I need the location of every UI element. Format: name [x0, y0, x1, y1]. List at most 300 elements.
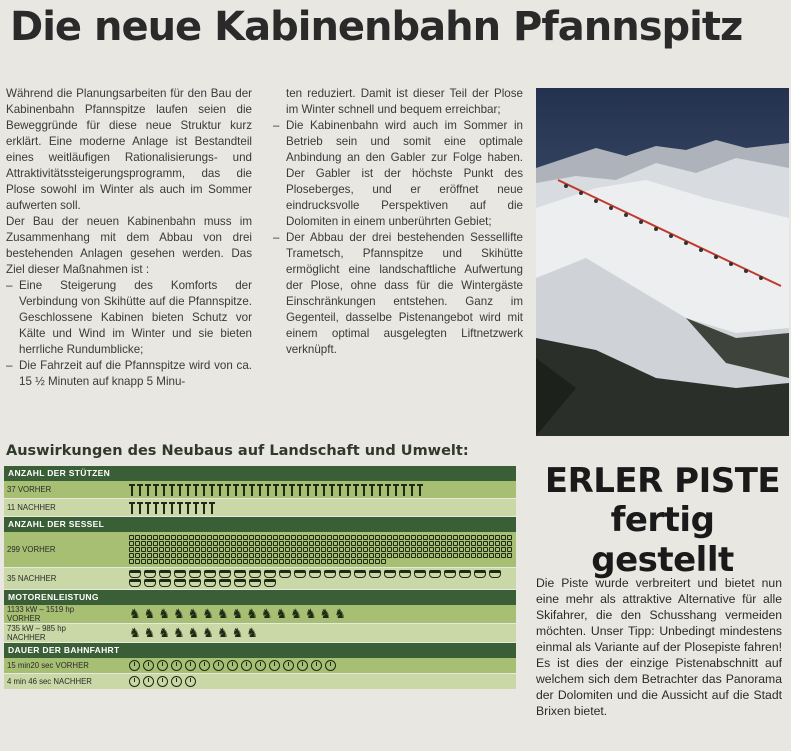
pylon-icon	[313, 483, 318, 496]
pylon-icon	[417, 483, 422, 496]
pylon-icon	[289, 483, 294, 496]
pylon-icon	[265, 483, 270, 496]
seat-icon	[264, 570, 276, 578]
seat-icon	[345, 559, 350, 564]
seat-icon	[243, 547, 248, 552]
seat-icon	[474, 570, 486, 578]
seat-icon	[135, 547, 140, 552]
row-label-line: 15 min20 sec VORHER	[7, 661, 89, 670]
clock-icon	[283, 660, 294, 671]
seat-icon	[171, 541, 176, 546]
seat-icon	[249, 553, 254, 558]
seat-icon	[363, 559, 368, 564]
pylon-icon	[321, 483, 326, 496]
horse-icon: ♞	[172, 606, 185, 621]
seat-icon	[399, 570, 411, 578]
seat-icon	[339, 553, 344, 558]
seat-icon	[207, 559, 212, 564]
pylon-icon	[209, 483, 214, 496]
seat-icon	[201, 553, 206, 558]
seat-icon	[315, 559, 320, 564]
seat-icon	[201, 547, 206, 552]
infographic-icon-row	[129, 499, 516, 516]
seat-icon	[219, 553, 224, 558]
seat-icon	[267, 535, 272, 540]
seat-icon	[219, 547, 224, 552]
horse-icon: ♞	[290, 606, 302, 621]
seat-icon	[429, 535, 434, 540]
seat-icon	[381, 559, 386, 564]
seat-icon	[279, 559, 284, 564]
seat-icon	[159, 547, 164, 552]
horse-icon: ♞	[158, 625, 170, 640]
article-bullet: – Die Kabinenbahn wird auch im Sommer in Betrieb sein und somit eine optimale Anbindung an den Gabler zur Folge haben. Der Gabler ist der höchste Punkt des Ploseberges, und er eröffnet neue eindrucksvolle Perspektiven auf die Dolomiten in einem unberührten Gebiet;	[273, 118, 523, 230]
seat-icon	[183, 559, 188, 564]
seat-icon	[285, 553, 290, 558]
seat-icon	[267, 559, 272, 564]
pylon-icon	[337, 483, 342, 496]
seat-icon	[147, 547, 152, 552]
pylon-icon	[145, 501, 150, 514]
clock-icon	[185, 660, 196, 671]
seat-icon	[207, 535, 212, 540]
article-bullet: – Der Abbau der drei bestehenden Sessellifte Trametsch, Pfannspitze und Skihütte ermöglicht eine landschaftliche Aufwertung der Plose, ohne dass für die Wintergäste Einschränkungen entstehen. Ganz im Gegenteil, dasselbe Pistenangebot wird mit einem optimal ausgelegten Liftnetzwerk verknüpft.	[273, 230, 523, 358]
seat-icon	[459, 541, 464, 546]
seat-icon	[129, 547, 134, 552]
seat-icon	[129, 570, 141, 578]
infographic-row	[4, 605, 516, 624]
seat-icon	[345, 535, 350, 540]
seat-icon	[195, 553, 200, 558]
seat-icon	[225, 535, 230, 540]
seat-icon	[285, 541, 290, 546]
seat-icon	[207, 541, 212, 546]
seat-icon	[471, 535, 476, 540]
seat-icon	[231, 547, 236, 552]
seat-icon	[165, 559, 170, 564]
seat-icon	[189, 559, 194, 564]
infographic-row-label	[4, 661, 129, 670]
seat-icon	[141, 541, 146, 546]
infographic-icon-row	[129, 532, 516, 567]
seat-icon	[351, 547, 356, 552]
seat-icon	[219, 559, 224, 564]
seat-icon	[303, 535, 308, 540]
pylon-icon	[273, 483, 278, 496]
seat-icon	[174, 570, 186, 578]
clock-icon	[129, 660, 140, 671]
seat-icon	[219, 579, 231, 587]
infographic-icon-row	[129, 625, 516, 641]
seat-icon	[297, 559, 302, 564]
pylon-icon	[161, 501, 166, 514]
seat-icon	[189, 535, 194, 540]
row-label-line: VORHER	[7, 614, 41, 623]
seat-icon	[183, 547, 188, 552]
seat-icon	[327, 553, 332, 558]
seat-icon	[333, 541, 338, 546]
seat-icon	[315, 535, 320, 540]
seat-icon	[477, 535, 482, 540]
seat-icon	[183, 535, 188, 540]
seat-icon	[489, 541, 494, 546]
seat-icon	[483, 535, 488, 540]
seat-icon	[411, 547, 416, 552]
pylon-icon	[409, 483, 414, 496]
seat-icon	[231, 535, 236, 540]
seat-icon	[411, 535, 416, 540]
clock-icon	[297, 660, 308, 671]
seat-icon	[483, 541, 488, 546]
seat-icon	[405, 535, 410, 540]
seat-icon	[129, 553, 134, 558]
seat-icon	[375, 553, 380, 558]
infographic-row-label	[4, 677, 129, 686]
pylon-icon	[241, 483, 246, 496]
seat-icon	[465, 535, 470, 540]
seat-icon	[165, 553, 170, 558]
seat-icon	[267, 553, 272, 558]
horse-icon: ♞	[202, 606, 214, 621]
seat-icon	[357, 547, 362, 552]
horse-icon: ♞	[158, 606, 170, 621]
infographic-row	[4, 481, 516, 499]
seat-icon	[231, 541, 236, 546]
seat-icon	[243, 541, 248, 546]
seat-icon	[471, 553, 476, 558]
seat-icon	[327, 547, 332, 552]
infographic-row	[4, 674, 516, 690]
horse-icon: ♞	[143, 606, 156, 621]
seat-icon	[507, 547, 512, 552]
seat-icon	[237, 559, 242, 564]
seat-icon	[339, 547, 344, 552]
seat-icon	[129, 541, 134, 546]
infographic-section-heading: ANZAHL DER STÜTZEN	[4, 466, 516, 481]
infographic-row	[4, 568, 516, 590]
seat-icon	[369, 535, 374, 540]
seat-icon	[321, 547, 326, 552]
infographic-section-heading: MOTORENLEISTUNG	[4, 590, 516, 605]
seat-icon	[189, 541, 194, 546]
infographic-icon-row	[129, 568, 516, 589]
seat-icon	[237, 547, 242, 552]
seat-icon	[177, 535, 182, 540]
seat-icon	[243, 559, 248, 564]
seat-icon	[309, 535, 314, 540]
seat-icon	[255, 547, 260, 552]
seat-icon	[141, 559, 146, 564]
pylon-icon	[153, 483, 158, 496]
seat-icon	[171, 559, 176, 564]
infographic-icon-row	[129, 481, 516, 498]
seat-icon	[285, 559, 290, 564]
seat-icon	[339, 541, 344, 546]
seat-icon	[435, 535, 440, 540]
row-label-line: 35 NACHHER	[7, 574, 57, 583]
seat-icon	[459, 535, 464, 540]
seat-icon	[279, 553, 284, 558]
infographic-row-label	[4, 485, 129, 494]
seat-icon	[159, 570, 171, 578]
seat-icon	[195, 535, 200, 540]
seat-icon	[501, 541, 506, 546]
seat-icon	[273, 547, 278, 552]
seat-icon	[357, 559, 362, 564]
seat-icon	[144, 570, 156, 578]
article-bullet-list	[273, 118, 523, 358]
seat-icon	[477, 541, 482, 546]
seat-icon	[483, 553, 488, 558]
infographic-table	[4, 466, 516, 744]
seat-icon	[309, 570, 321, 578]
seat-icon	[135, 553, 140, 558]
seat-icon	[249, 535, 254, 540]
seat-icon	[255, 553, 260, 558]
seat-icon	[249, 547, 254, 552]
seat-icon	[381, 535, 386, 540]
horse-icon: ♞	[319, 606, 332, 621]
pylon-icon	[361, 483, 366, 496]
clock-icon	[269, 660, 280, 671]
seat-icon	[369, 547, 374, 552]
seat-icon	[429, 541, 434, 546]
sidebar-heading-line1: ERLER PISTE	[544, 461, 781, 501]
seat-icon	[303, 547, 308, 552]
seat-icon	[291, 535, 296, 540]
seat-icon	[489, 553, 494, 558]
seat-icon	[159, 535, 164, 540]
seat-icon	[369, 553, 374, 558]
seat-icon	[165, 535, 170, 540]
seat-icon	[399, 553, 404, 558]
infographic-icon-row	[129, 674, 516, 689]
seat-icon	[459, 547, 464, 552]
pylon-icon	[393, 483, 398, 496]
seat-icon	[441, 535, 446, 540]
horse-icon: ♞	[246, 625, 258, 640]
seat-icon	[435, 541, 440, 546]
seat-icon	[291, 547, 296, 552]
seat-icon	[249, 570, 261, 578]
seat-icon	[183, 553, 188, 558]
article-paragraph: Der Bau der neuen Kabinenbahn muss im Zusammenhang mit dem Abbau von drei bestehenden Anlagen gesehen werden. Das Ziel dieser Maßnahmen ist :	[6, 215, 252, 276]
horse-icon: ♞	[334, 606, 346, 621]
seat-icon	[147, 541, 152, 546]
row-label-line: 11 NACHHER	[7, 503, 56, 512]
seat-icon	[171, 535, 176, 540]
sidebar-heading-line2: fertig gestellt	[591, 500, 734, 580]
seat-icon	[381, 553, 386, 558]
seat-icon	[351, 535, 356, 540]
seat-icon	[171, 547, 176, 552]
seat-icon	[453, 541, 458, 546]
seat-icon	[177, 547, 182, 552]
seat-icon	[321, 541, 326, 546]
clock-icon	[199, 660, 210, 671]
seat-icon	[393, 553, 398, 558]
row-label-line: 4 min 46 sec NACHHER	[7, 677, 92, 686]
seat-icon	[375, 547, 380, 552]
seat-icon	[159, 579, 171, 587]
clock-icon	[171, 660, 182, 671]
seat-icon	[135, 535, 140, 540]
seat-icon	[393, 547, 398, 552]
row-label-line: 37 VORHER	[7, 485, 52, 494]
pylon-icon	[281, 483, 286, 496]
seat-icon	[405, 553, 410, 558]
seat-icon	[309, 553, 314, 558]
article-column-1	[6, 86, 252, 390]
seat-icon	[381, 541, 386, 546]
seat-icon	[255, 559, 260, 564]
clock-icon	[311, 660, 322, 671]
seat-icon	[231, 553, 236, 558]
pylon-icon	[161, 483, 166, 496]
infographic-row-label	[4, 624, 129, 642]
row-label-line: 735 kW – 985 hp	[7, 624, 66, 633]
seat-icon	[375, 541, 380, 546]
seat-icon	[489, 547, 494, 552]
horse-icon: ♞	[129, 606, 141, 621]
seat-icon	[201, 541, 206, 546]
seat-icon	[387, 553, 392, 558]
seat-icon	[303, 559, 308, 564]
seat-icon	[375, 559, 380, 564]
seat-icon	[174, 579, 186, 587]
seat-icon	[381, 547, 386, 552]
seat-icon	[189, 579, 201, 587]
seat-icon	[333, 535, 338, 540]
seat-icon	[483, 547, 488, 552]
seat-icon	[177, 541, 182, 546]
article-bullet: – Eine Steigerung des Komforts der Verbindung von Skihütte auf die Pfannspitze. Geschlossene Kabinen bieten Schutz vor Kälte und Wind im Winter und sie bieten herrliche Rundumblicke;	[6, 278, 252, 358]
seat-icon	[279, 535, 284, 540]
pylon-icon	[385, 483, 390, 496]
seat-icon	[369, 570, 381, 578]
seat-icon	[429, 553, 434, 558]
seat-icon	[225, 559, 230, 564]
seat-icon	[141, 553, 146, 558]
seat-icon	[147, 553, 152, 558]
seat-icon	[207, 553, 212, 558]
seat-icon	[363, 535, 368, 540]
horse-icon: ♞	[246, 606, 258, 621]
infographic-row	[4, 624, 516, 643]
horse-icon: ♞	[216, 625, 229, 640]
seat-icon	[363, 541, 368, 546]
clock-icon	[325, 660, 336, 671]
seat-icon	[435, 553, 440, 558]
seat-icon	[291, 559, 296, 564]
seat-icon	[177, 559, 182, 564]
seat-icon	[345, 553, 350, 558]
pylon-icon	[129, 501, 134, 514]
seat-icon	[441, 547, 446, 552]
seat-icon	[345, 541, 350, 546]
seat-icon	[267, 541, 272, 546]
seat-icon	[465, 541, 470, 546]
seat-icon	[231, 559, 236, 564]
seat-icon	[417, 541, 422, 546]
seat-icon	[294, 570, 306, 578]
seat-icon	[141, 535, 146, 540]
horse-icon: ♞	[275, 606, 288, 621]
seat-icon	[339, 570, 351, 578]
pylon-icon	[137, 501, 142, 514]
seat-icon	[453, 535, 458, 540]
seat-icon	[423, 547, 428, 552]
seat-icon	[507, 553, 512, 558]
horse-icon: ♞	[216, 606, 229, 621]
seat-icon	[213, 547, 218, 552]
seat-icon	[201, 559, 206, 564]
seat-icon	[159, 553, 164, 558]
seat-icon	[423, 553, 428, 558]
pylon-icon	[353, 483, 358, 496]
seat-icon	[387, 541, 392, 546]
seat-icon	[255, 541, 260, 546]
infographic-section-heading: DAUER DER BAHNFAHRT	[4, 643, 516, 658]
clock-icon	[143, 660, 154, 671]
seat-icon	[201, 535, 206, 540]
infographic-row-label	[4, 605, 129, 623]
seat-icon	[399, 541, 404, 546]
seat-icon	[243, 535, 248, 540]
seat-icon	[447, 553, 452, 558]
seat-icon	[399, 547, 404, 552]
seat-icon	[477, 547, 482, 552]
pylon-icon	[401, 483, 406, 496]
clock-icon	[227, 660, 238, 671]
seat-icon	[363, 553, 368, 558]
seat-icon	[339, 535, 344, 540]
seat-icon	[399, 535, 404, 540]
seat-icon	[321, 559, 326, 564]
seat-icon	[273, 559, 278, 564]
article-continuation: ten reduziert. Damit ist dieser Teil der Plose im Winter schnell und bequem erreichbar;	[286, 87, 523, 116]
seat-icon	[351, 553, 356, 558]
clock-icon	[255, 660, 266, 671]
pylon-icon	[145, 483, 150, 496]
seat-icon	[204, 570, 216, 578]
infographic-row-label	[4, 503, 129, 512]
seat-icon	[237, 535, 242, 540]
pylon-icon	[217, 483, 222, 496]
mountain-photo	[536, 88, 789, 436]
pylon-icon	[305, 483, 310, 496]
seat-icon	[249, 579, 261, 587]
seat-icon	[393, 535, 398, 540]
seat-icon	[153, 559, 158, 564]
article-column-2	[273, 86, 523, 358]
infographic-icon-row	[129, 606, 516, 622]
infographic-row	[4, 499, 516, 517]
seat-icon	[429, 570, 441, 578]
seat-icon	[147, 559, 152, 564]
seat-icon	[204, 579, 216, 587]
article-paragraph: Während die Planungsarbeiten für den Bau der Kabinenbahn Pfannspitze laufen seien die Beweggründe für diese neue Struktur kurz erklärt. Eine moderne Anlage ist Bestandteil eines weitläufigen Rationalisierungs- und Attraktivitätssteigerungsprogramm, das die Plose sowohl im Winter als auch im Sommer aufwerten soll.	[6, 87, 252, 212]
seat-icon	[261, 553, 266, 558]
seat-icon	[129, 535, 134, 540]
seat-icon	[405, 547, 410, 552]
seat-icon	[315, 541, 320, 546]
clock-icon	[157, 676, 168, 687]
sidebar-heading	[536, 462, 789, 580]
seat-icon	[489, 570, 501, 578]
infographic-row-label	[4, 545, 129, 554]
seat-icon	[453, 547, 458, 552]
